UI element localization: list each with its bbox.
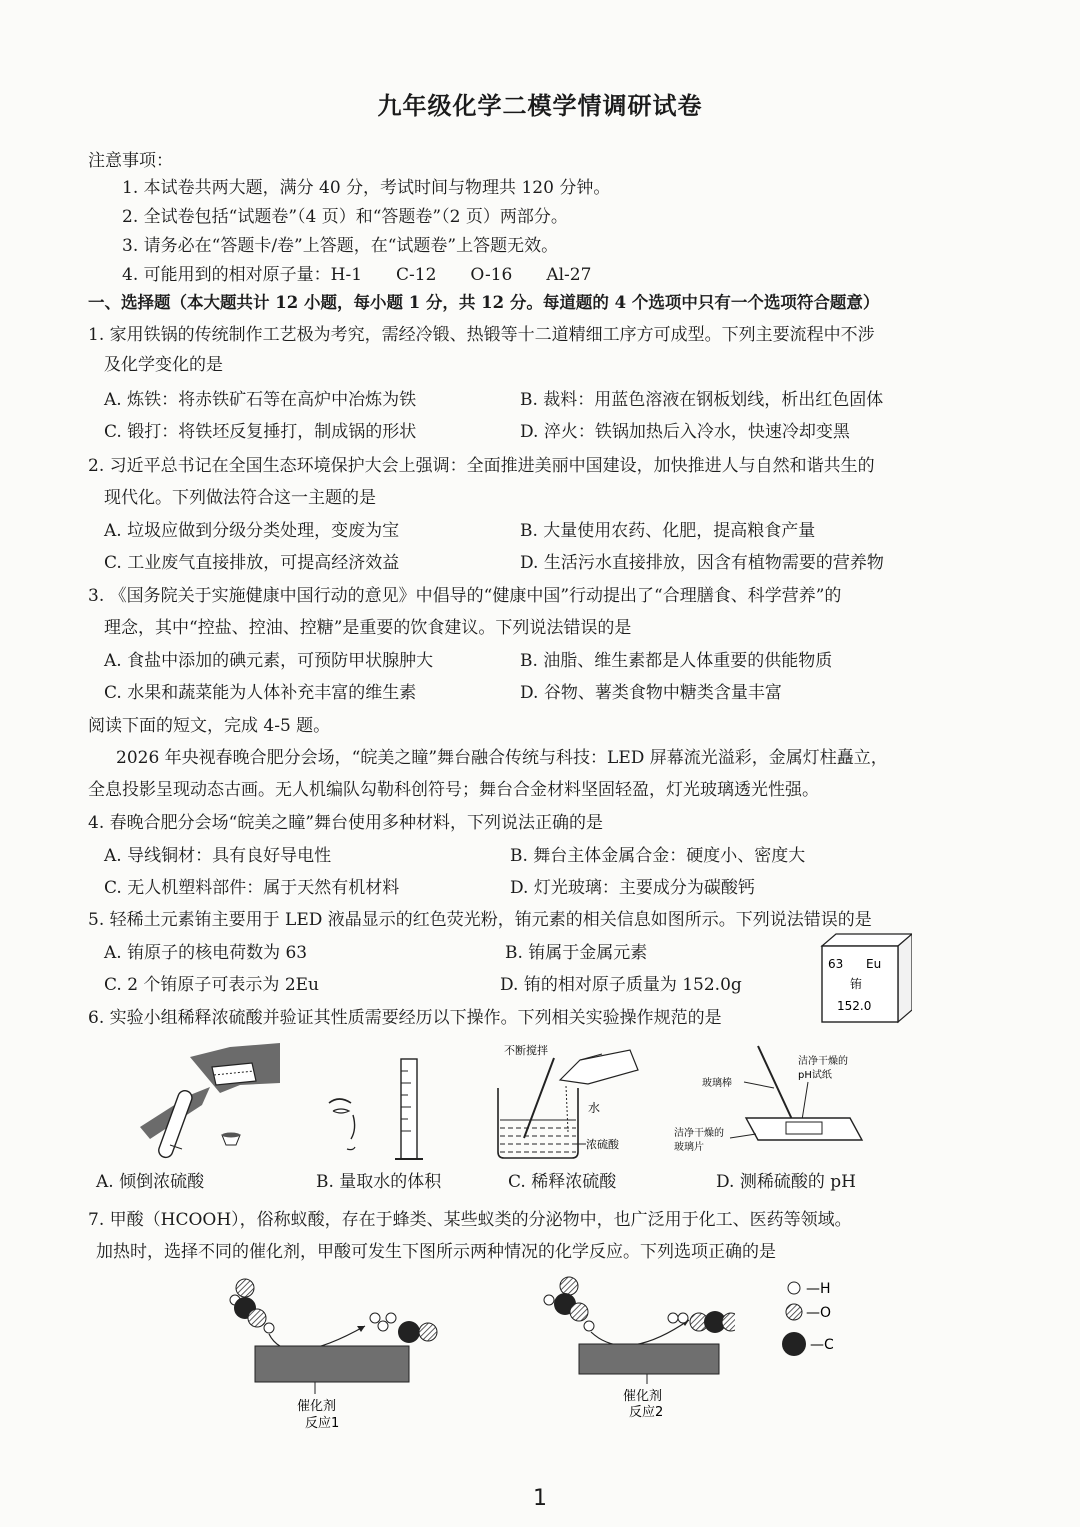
question-2-stem: 2. 习近平总书记在全国生态环境保护大会上强调：全面推进美丽中国建设，加快推进人与自然和谐共生的 bbox=[88, 456, 875, 476]
legend-oxygen: —O bbox=[806, 1305, 832, 1321]
paper-label: 洁净干燥的 bbox=[798, 1056, 848, 1067]
element-name: 铕 bbox=[850, 977, 863, 991]
stir-label: 不断搅拌 bbox=[504, 1044, 548, 1057]
q6-option-d: D. 测稀硫酸的 pH bbox=[716, 1172, 856, 1192]
water-label: 水 bbox=[588, 1101, 601, 1115]
plate-label: 洁净干燥的 bbox=[674, 1128, 724, 1139]
q3-option-b: B. 油脂、维生素都是人体重要的供能物质 bbox=[520, 651, 833, 671]
question-7-stem-2: 加热时，选择不同的催化剂，甲酸可发生下图所示两种情况的化学反应。下列选项正确的是 bbox=[96, 1242, 776, 1262]
question-2-stem-2: 现代化。下列做法符合这一主题的是 bbox=[104, 488, 376, 508]
question-4-stem: 4. 春晚合肥分会场“皖美之瞳”舞台使用多种材料，下列说法正确的是 bbox=[88, 813, 604, 833]
dilute-acid-diagram bbox=[490, 1040, 655, 1165]
q3-option-d: D. 谷物、薯类食物中糖类含量丰富 bbox=[520, 683, 782, 703]
q2-option-c: C. 工业废气直接排放，可提高经济效益 bbox=[104, 553, 400, 573]
q1-option-b: B. 裁料：用蓝色溶液在钢板划线，析出红色固体 bbox=[520, 390, 884, 410]
reaction-1-diagram bbox=[215, 1270, 445, 1430]
notice-item: 4. 可能用到的相对原子量：H-1 C-12 O-16 Al-27 bbox=[122, 265, 592, 285]
plate-label-2: 玻璃片 bbox=[674, 1142, 704, 1153]
passage-line: 全息投影呈现动态古画。无人机编队勾勒科创符号；舞台合金材料坚固轻盈，灯光玻璃透光性强。 bbox=[88, 780, 819, 800]
notice-heading: 注意事项： bbox=[88, 151, 173, 171]
question-1-stem-2: 及化学变化的是 bbox=[104, 355, 223, 375]
acid-label: 浓硫酸 bbox=[586, 1138, 619, 1151]
question-3-stem: 3. 《国务院关于实施健康中国行动的意见》中倡导的“健康中国”行动提出了“合理膳食、科学营养”的 bbox=[88, 586, 842, 606]
question-3-stem-2: 理念，其中“控盐、控油、控糖”是重要的饮食建议。下列说法错误的是 bbox=[104, 618, 632, 638]
q3-option-a: A. 食盐中添加的碘元素，可预防甲状腺肿大 bbox=[104, 651, 434, 671]
q4-option-b: B. 舞台主体金属合金：硬度小、密度大 bbox=[510, 846, 806, 866]
q2-option-d: D. 生活污水直接排放，因含有植物需要的营养物 bbox=[520, 553, 884, 573]
q6-option-c: C. 稀释浓硫酸 bbox=[508, 1172, 617, 1192]
reading-intro: 阅读下面的短文，完成 4-5 题。 bbox=[88, 716, 331, 736]
question-7-stem: 7. 甲酸（HCOOH），俗称蚁酸，存在于蜂类、某些蚁类的分泌物中，也广泛用于化工、医药等领域。 bbox=[88, 1210, 852, 1230]
element-symbol: Eu bbox=[866, 957, 882, 971]
q2-option-a: A. 垃圾应做到分级分类处理，变废为宝 bbox=[104, 521, 400, 541]
element-card-europium bbox=[820, 932, 912, 1024]
q4-option-a: A. 导线铜材：具有良好导电性 bbox=[104, 846, 332, 866]
q1-option-c: C. 锻打：将铁坯反复捶打，制成锅的形状 bbox=[104, 422, 417, 442]
notice-item: 2. 全试卷包括“试题卷”（4 页）和“答题卷”（2 页）两部分。 bbox=[122, 207, 568, 227]
q5-option-b: B. 铕属于金属元素 bbox=[505, 943, 648, 963]
notice-item: 1. 本试卷共两大题，满分 40 分，考试时间与物理共 120 分钟。 bbox=[122, 178, 611, 198]
section-heading: 一、选择题（本大题共计 12 小题，每小题 1 分，共 12 分。每道题的 4 个选项中只有一个选项符合题意） bbox=[88, 293, 880, 312]
q4-option-d: D. 灯光玻璃：主要成分为碳酸钙 bbox=[510, 878, 755, 898]
catalyst-label-2: 催化剂 bbox=[623, 1389, 663, 1404]
q4-option-c: C. 无人机塑料部件：属于天然有机材料 bbox=[104, 878, 400, 898]
legend-hydrogen: —H bbox=[806, 1281, 831, 1297]
question-5-stem: 5. 轻稀土元素铕主要用于 LED 液晶显示的红色荧光粉，铕元素的相关信息如图所示。下列说法错误的是 bbox=[88, 910, 872, 930]
notice-item: 3. 请务必在“答题卡/卷”上答题，在“试题卷”上答题无效。 bbox=[122, 236, 559, 256]
page-number: 1 bbox=[533, 1486, 547, 1511]
rod-label: 玻璃棒 bbox=[702, 1078, 732, 1089]
q1-option-d: D. 淬火：铁锅加热后入冷水，快速冷却变黑 bbox=[520, 422, 850, 442]
reaction-2-label: 反应2 bbox=[629, 1405, 664, 1420]
ph-test-diagram bbox=[672, 1040, 868, 1165]
paper-label-2: pH试纸 bbox=[798, 1070, 832, 1081]
question-1-stem: 1. 家用铁锅的传统制作工艺极为考究，需经冷锻、热锻等十二道精细工序方可成型。下列主要流程中不涉 bbox=[88, 325, 875, 345]
element-number: 63 bbox=[828, 957, 844, 971]
measure-water-diagram bbox=[315, 1055, 425, 1165]
q5-option-c: C. 2 个铕原子可表示为 2Eu bbox=[104, 975, 320, 995]
element-mass: 152.0 bbox=[837, 999, 872, 1013]
page-title: 九年级化学二模学情调研试卷 bbox=[377, 91, 703, 120]
q6-option-b: B. 量取水的体积 bbox=[316, 1172, 442, 1192]
reaction-1-label: 反应1 bbox=[305, 1416, 340, 1430]
legend-carbon: —C bbox=[810, 1337, 834, 1353]
q5-option-d: D. 铕的相对原子质量为 152.0g bbox=[500, 975, 742, 995]
q6-option-a: A. 倾倒浓硫酸 bbox=[96, 1172, 205, 1192]
passage-line: 2026 年央视春晚合肥分会场，“皖美之瞳”舞台融合传统与科技：LED 屏幕流光溢彩，金属灯柱矗立， bbox=[116, 748, 888, 768]
catalyst-label-1: 催化剂 bbox=[297, 1399, 337, 1414]
atom-legend bbox=[778, 1272, 858, 1362]
pour-acid-diagram bbox=[130, 1035, 290, 1165]
q5-option-a: A. 铕原子的核电荷数为 63 bbox=[104, 943, 308, 963]
question-6-stem: 6. 实验小组稀释浓硫酸并验证其性质需要经历以下操作。下列相关实验操作规范的是 bbox=[88, 1008, 722, 1028]
q1-option-a: A. 炼铁：将赤铁矿石等在高炉中冶炼为铁 bbox=[104, 390, 417, 410]
q2-option-b: B. 大量使用农药、化肥，提高粮食产量 bbox=[520, 521, 816, 541]
q3-option-c: C. 水果和蔬菜能为人体补充丰富的维生素 bbox=[104, 683, 417, 703]
reaction-2-diagram bbox=[535, 1270, 735, 1430]
